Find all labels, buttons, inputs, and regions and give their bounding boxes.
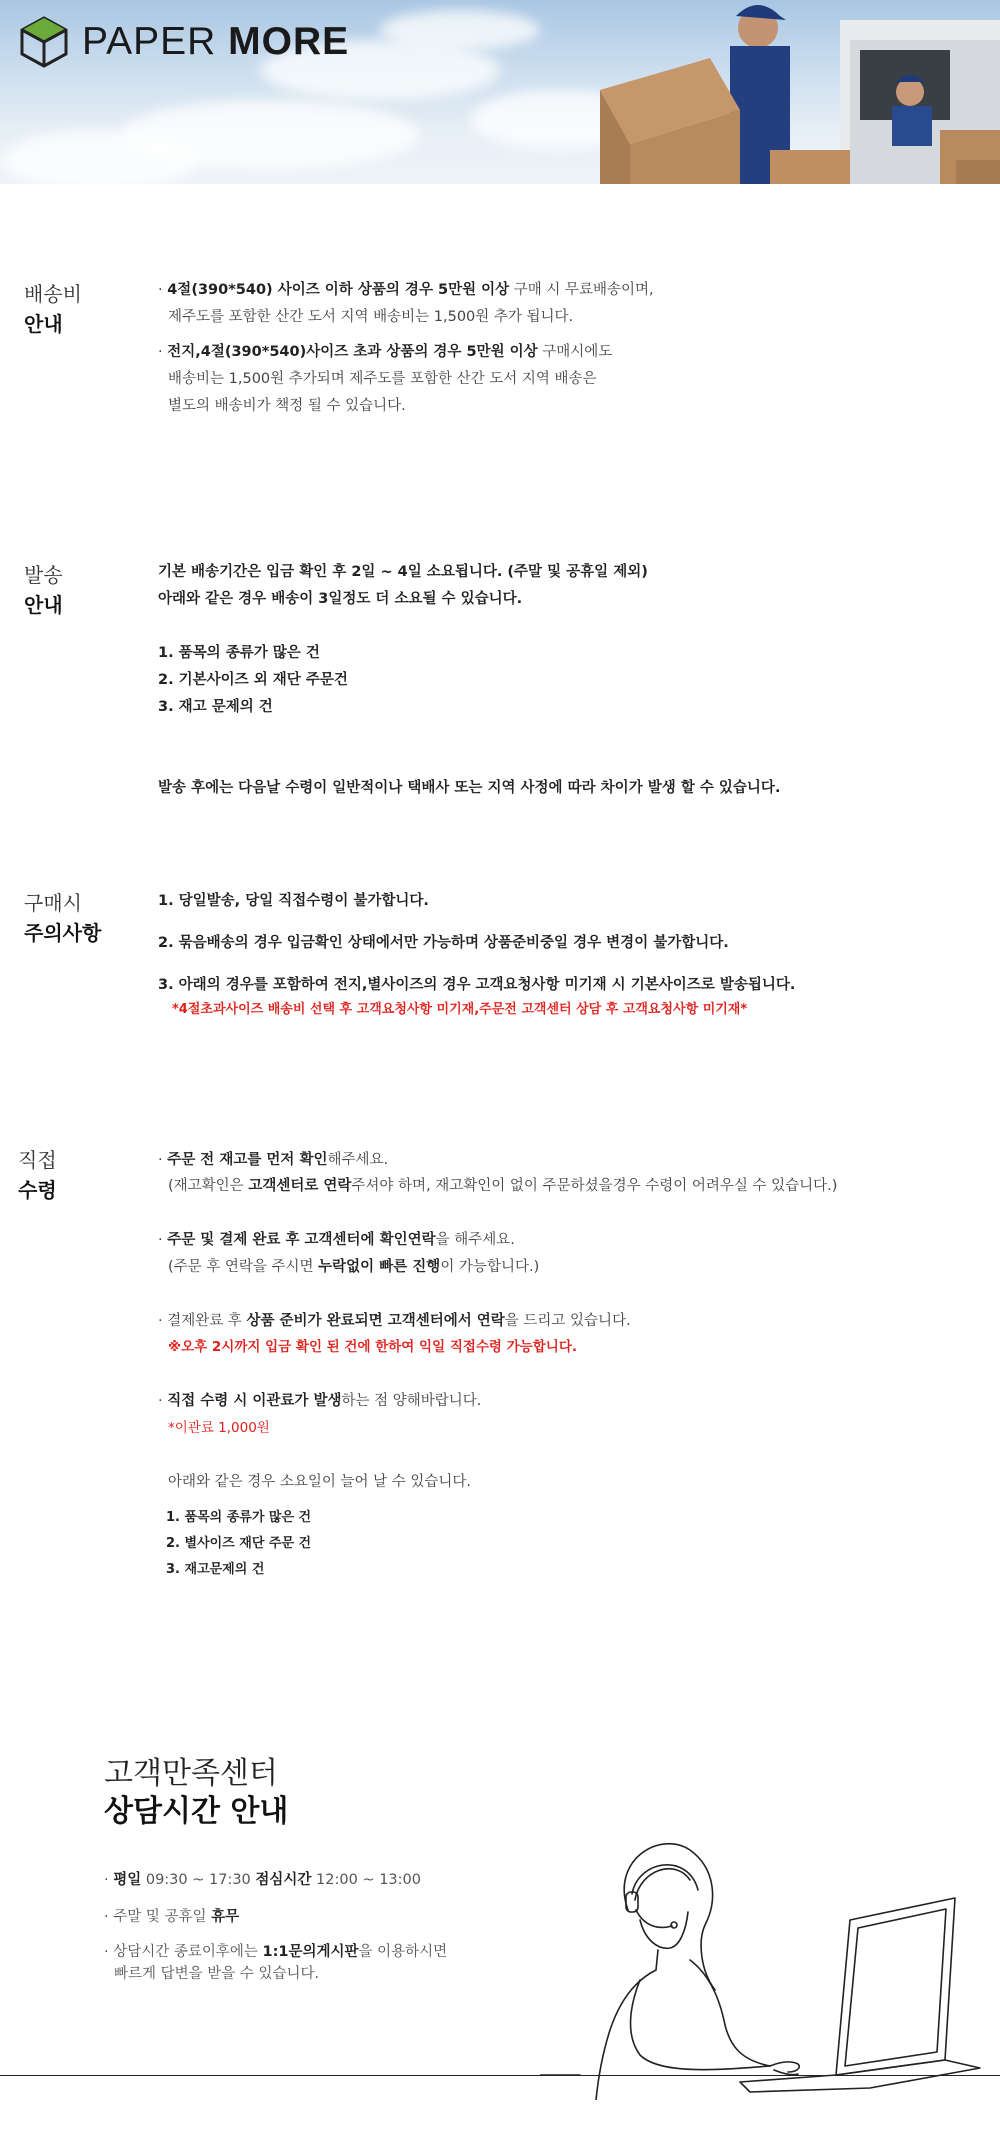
brand-logo[interactable] [20, 16, 349, 68]
cube-logo-icon [20, 16, 68, 68]
hours-weekend: · 주말 및 공휴일 휴무 [104, 1909, 240, 1925]
header-banner [0, 0, 1000, 184]
list-item: 2. 별사이즈 재단 주문 건 [166, 1536, 312, 1551]
caution-heading: 구매시 주의사항 [24, 891, 102, 945]
call-center-agent-illustration [540, 1830, 1000, 2100]
shipping-fee-heading: 배송비 안내 [24, 282, 82, 336]
list-item: 1. 품목의 종류가 많은 건 [158, 645, 320, 661]
hours-after: · 상담시간 종료이후에는 1:1문의게시판을 이용하시면 [104, 1944, 448, 1960]
dispatch-heading: 발송 안내 [24, 563, 63, 617]
hours-after-2: 빠르게 답변을 받을 수 있습니다. [114, 1966, 320, 1982]
delivery-workers-photo [580, 0, 1000, 184]
brand-name: PAPER MORE [82, 20, 350, 63]
pickup-heading: 직접 수령 [18, 1148, 57, 1202]
center-subtitle: 상담시간 안내 [104, 1794, 289, 1829]
list-item: 3. 재고 문제의 건 [158, 699, 273, 715]
list-item: 1. 품목의 종류가 많은 건 [166, 1510, 312, 1525]
list-item: 3. 재고문제의 건 [166, 1562, 265, 1577]
list-item: 2. 기본사이즈 외 재단 주문건 [158, 672, 348, 688]
hours-weekday: · 평일 09:30 ~ 17:30 점심시간 12:00 ~ 13:00 [104, 1872, 421, 1888]
center-title: 고객만족센터 [104, 1756, 278, 1791]
